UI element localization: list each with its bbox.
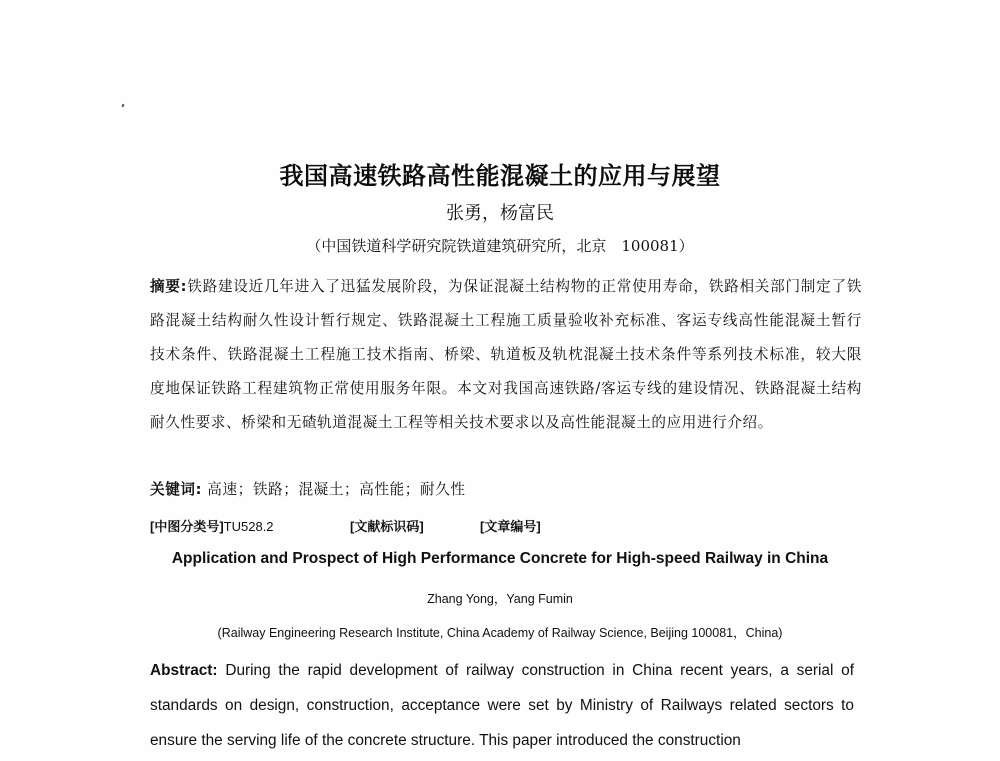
chinese-keywords-text: 高速；铁路；混凝土；高性能；耐久性	[207, 481, 466, 498]
clc-value: TU528.2	[223, 519, 274, 534]
chinese-abstract-text: 铁路建设近几年进入了迅猛发展阶段，为保证混凝土结构物的正常使用寿命，铁路相关部门制定了铁路混凝土结构耐久性设计暂行规定、铁路混凝土工程施工质量验收补充标准、客运专线高性能混凝土暂行技术条件、铁路混凝土工程施工技术指南、桥梁、轨道板及轨枕混凝土技术条件等系列技术标准，较大限度地保证铁路工程建筑物正常使用服务年限。本文对我国高速铁路/客运专线的建设情况、铁路混凝土结构耐久性要求、桥梁和无碴轨道混凝土工程等相关技术要求以及高性能混凝土的应用进行介绍。	[150, 278, 863, 431]
clc-label: [中图分类号]	[150, 519, 224, 534]
chinese-keywords-label: 关键词:	[150, 481, 203, 498]
english-abstract	[150, 653, 854, 758]
chinese-authors: 张勇，杨富民	[446, 203, 554, 224]
article-number-label: [文章编号]	[480, 519, 541, 534]
chinese-affiliation: （中国铁道科学研究院铁道建筑研究所，北京 100081）	[306, 237, 694, 255]
english-affiliation: (Railway Engineering Research Institute, China Academy of Railway Science, Beijing 100081，China)	[217, 626, 783, 640]
english-title: Application and Prospect of High Performance Concrete for High-speed Railway in China	[171, 550, 829, 567]
article-number	[480, 516, 541, 535]
chinese-abstract-label: 摘要:	[150, 278, 188, 295]
document-code	[350, 516, 424, 535]
scan-speck	[122, 104, 125, 108]
english-abstract-label: Abstract:	[150, 662, 218, 679]
chinese-title: 我国高速铁路高性能混凝土的应用与展望	[279, 162, 721, 190]
document-code-label: [文献标识码]	[350, 519, 424, 534]
clc-number	[150, 516, 274, 535]
english-abstract-text: During the rapid development of railway construction in China recent years, a serial of standards on design, construction, acceptance were set by Ministry of Railways related sectors to ensure the serving life of the concrete structure. This paper introduced the construction	[150, 662, 854, 749]
english-authors: Zhang Yong，Yang Fumin	[427, 592, 573, 606]
chinese-keywords	[150, 478, 466, 499]
chinese-abstract	[150, 270, 862, 440]
